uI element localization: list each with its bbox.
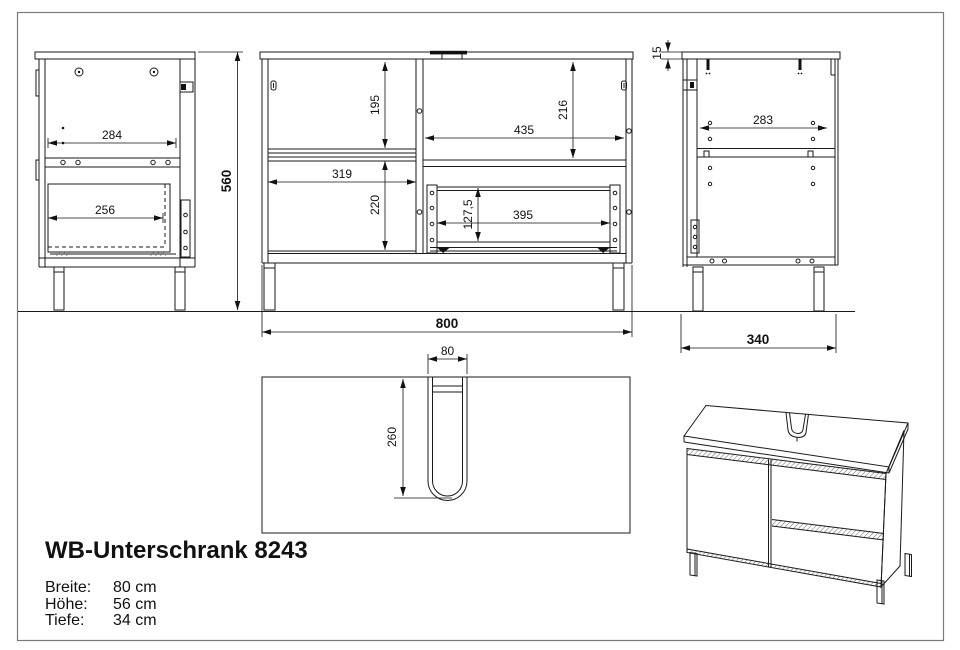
spec-row-hoehe [45, 597, 193, 614]
dim-side-right-top-thickness: 15 [650, 46, 664, 60]
front-view-dims [262, 62, 632, 337]
spec-label-breite: Breite: [45, 579, 92, 596]
plan-view-dims [394, 354, 467, 498]
spec-value-hoehe: 56 cm [113, 595, 157, 613]
dim-front-inner-right: 435 [513, 123, 535, 137]
dim-front-inner-left: 319 [331, 167, 353, 181]
dim-front-width: 800 [435, 316, 459, 331]
front-view [260, 51, 633, 310]
left-side-view [35, 52, 195, 310]
dim-front-drawer-front: 127,5 [461, 199, 475, 230]
dim-side-right-depth: 340 [746, 332, 770, 347]
left-side-view-dims [48, 52, 243, 310]
spec-table [45, 580, 193, 630]
dim-side-left-height: 560 [219, 169, 234, 193]
spec-label-hoehe: Höhe: [45, 595, 88, 613]
dim-plan-cutout-depth: 260 [385, 426, 399, 448]
dim-front-opening-left: 195 [368, 94, 382, 116]
dim-front-lower-left: 220 [368, 194, 382, 216]
spec-row-tiefe [45, 613, 193, 630]
dim-side-left-drawer-depth: 256 [94, 203, 116, 217]
dim-front-opening-right: 216 [556, 99, 570, 121]
plan-view [262, 377, 630, 533]
drawing-title: WB-Unterschrank 8243 [45, 537, 308, 564]
perspective-view [684, 406, 912, 605]
spec-value-tiefe: 34 cm [113, 612, 157, 629]
dim-front-drawer-width: 395 [512, 208, 534, 222]
dim-plan-cutout-width: 80 [440, 344, 455, 358]
spec-label-tiefe: Tiefe: [45, 612, 85, 629]
spec-row-breite [45, 580, 193, 597]
dim-side-left-top-depth: 284 [101, 128, 123, 142]
dim-side-right-inner-depth: 283 [752, 113, 774, 127]
right-side-view [682, 52, 840, 311]
spec-value-breite: 80 cm [113, 579, 157, 596]
